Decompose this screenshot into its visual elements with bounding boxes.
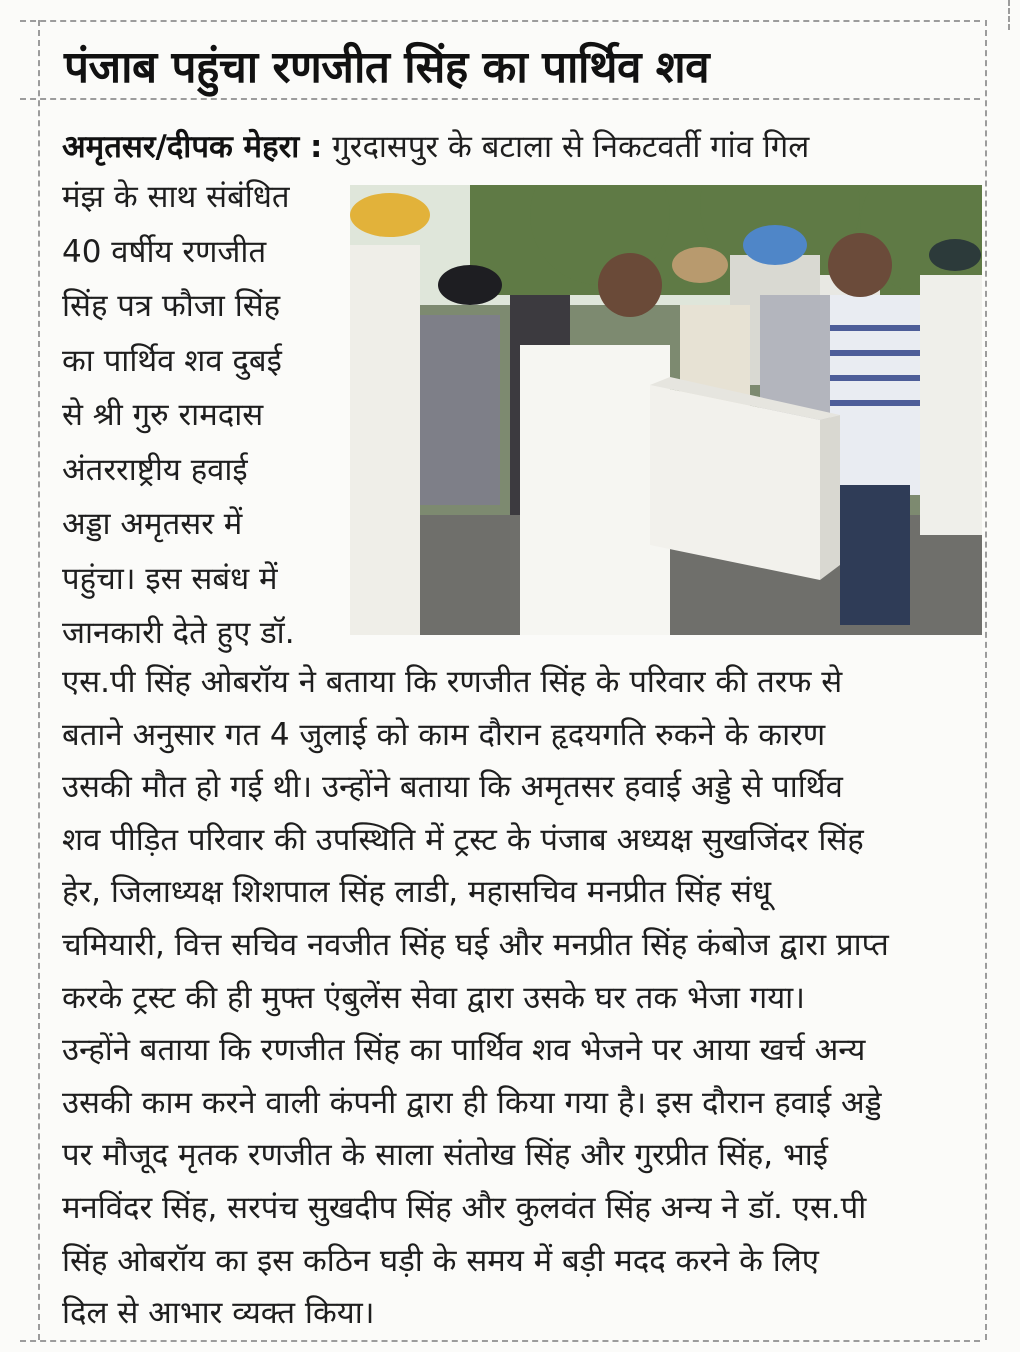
turban-tan — [672, 247, 728, 283]
cut-line — [20, 1340, 980, 1342]
article-line: उसकी काम करने वाली कंपनी द्वारा ही किया गया है। इस दौरान हवाई अड्डे — [62, 1084, 882, 1121]
person-grey-shirt — [420, 315, 500, 505]
byline: अमृतसर/दीपक मेहरा : — [62, 129, 323, 165]
turban-yellow — [350, 193, 430, 237]
coffin-side — [820, 415, 840, 580]
article-line: बताने अनुसार गत 4 जुलाई को काम दौरान हृदयगति रुकने के कारण — [62, 716, 826, 753]
article-line: अंतरराष्ट्रीय हवाई — [62, 451, 248, 488]
photo-illustration — [350, 185, 982, 635]
cut-line — [985, 20, 987, 1340]
cut-line — [20, 20, 980, 22]
head — [828, 233, 892, 297]
article-line: करके ट्रस्ट की ही मुफ्त एंबुलेंस सेवा द्वारा उसके घर तक भेजा गया। — [62, 979, 805, 1016]
article-line: मनविंदर सिंह, सरपंच सुखदीप सिंह और कुलवंत सिंह अन्य ने डॉ. एस.पी — [62, 1190, 867, 1226]
article-line: सिंह ओबरॉय का इस कठिन घड़ी के समय में बड़ी मदद करने के लिए — [62, 1242, 819, 1279]
head — [598, 253, 662, 317]
article-line: चमियारी, वित्त सचिव नवजीत सिंह घई और मनप्रीत सिंह कंबोज द्वारा प्राप्त — [62, 927, 889, 963]
lead-line — [62, 127, 809, 167]
article-line: से श्री गुरु रामदास — [62, 397, 264, 433]
article-line: एस.पी सिंह ओबरॉय ने बताया कि रणजीत सिंह के परिवार की तरफ से — [62, 664, 843, 700]
person-white-kurta — [520, 345, 670, 635]
headline: पंजाब पहुंचा रणजीत सिंह का पार्थिव शव — [64, 42, 710, 93]
article-line: उन्होंने बताया कि रणजीत सिंह का पार्थिव शव भेजने पर आया खर्च अन्य — [62, 1032, 866, 1069]
cut-line — [38, 20, 40, 1340]
article-line: मंझ के साथ संबंधित — [62, 179, 290, 215]
stripe — [830, 400, 930, 406]
stripe — [830, 325, 930, 331]
article-line: 40 वर्षीय रणजीत — [62, 233, 267, 270]
stripe — [830, 375, 930, 381]
article-line: उसकी मौत हो गई थी। उन्होंने बताया कि अमृतसर हवाई अड्डे से पार्थिव — [62, 769, 843, 806]
cut-line — [20, 98, 980, 100]
article-line: पर मौजूद मृतक रणजीत के साला संतोख सिंह और गुरप्रीत सिंह, भाई — [62, 1137, 829, 1174]
article-line: पहुंचा। इस सबंध में — [62, 560, 278, 597]
article-line: का पार्थिव शव दुबई — [62, 342, 282, 379]
article-line: अड्डा अमृतसर में — [62, 506, 243, 542]
news-photo — [350, 185, 982, 635]
turban-black — [438, 265, 502, 305]
article-line: जानकारी देते हुए डॉ. — [62, 615, 295, 651]
jeans — [840, 485, 910, 625]
person-right-white — [920, 275, 982, 535]
stripe — [830, 350, 930, 356]
article-line: दिल से आभार व्यक्त किया। — [62, 1295, 375, 1332]
cut-line — [1008, 0, 1010, 30]
person-left-white — [350, 245, 420, 635]
article-line: सिंह पत्र फौजा सिंह — [62, 288, 281, 324]
article-line: हेर, जिलाध्यक्ष शिशपाल सिंह लाडी, महासचिव मनप्रीत सिंह संधू — [62, 874, 772, 911]
article-line: शव पीड़ित परिवार की उपस्थिति में ट्रस्ट के पंजाब अध्यक्ष सुखजिंदर सिंह — [62, 821, 864, 858]
lead-text: गुरदासपुर के बटाला से निकटवर्ती गांव गिल — [322, 129, 810, 165]
turban-dark — [929, 239, 981, 271]
turban-blue — [743, 225, 807, 265]
